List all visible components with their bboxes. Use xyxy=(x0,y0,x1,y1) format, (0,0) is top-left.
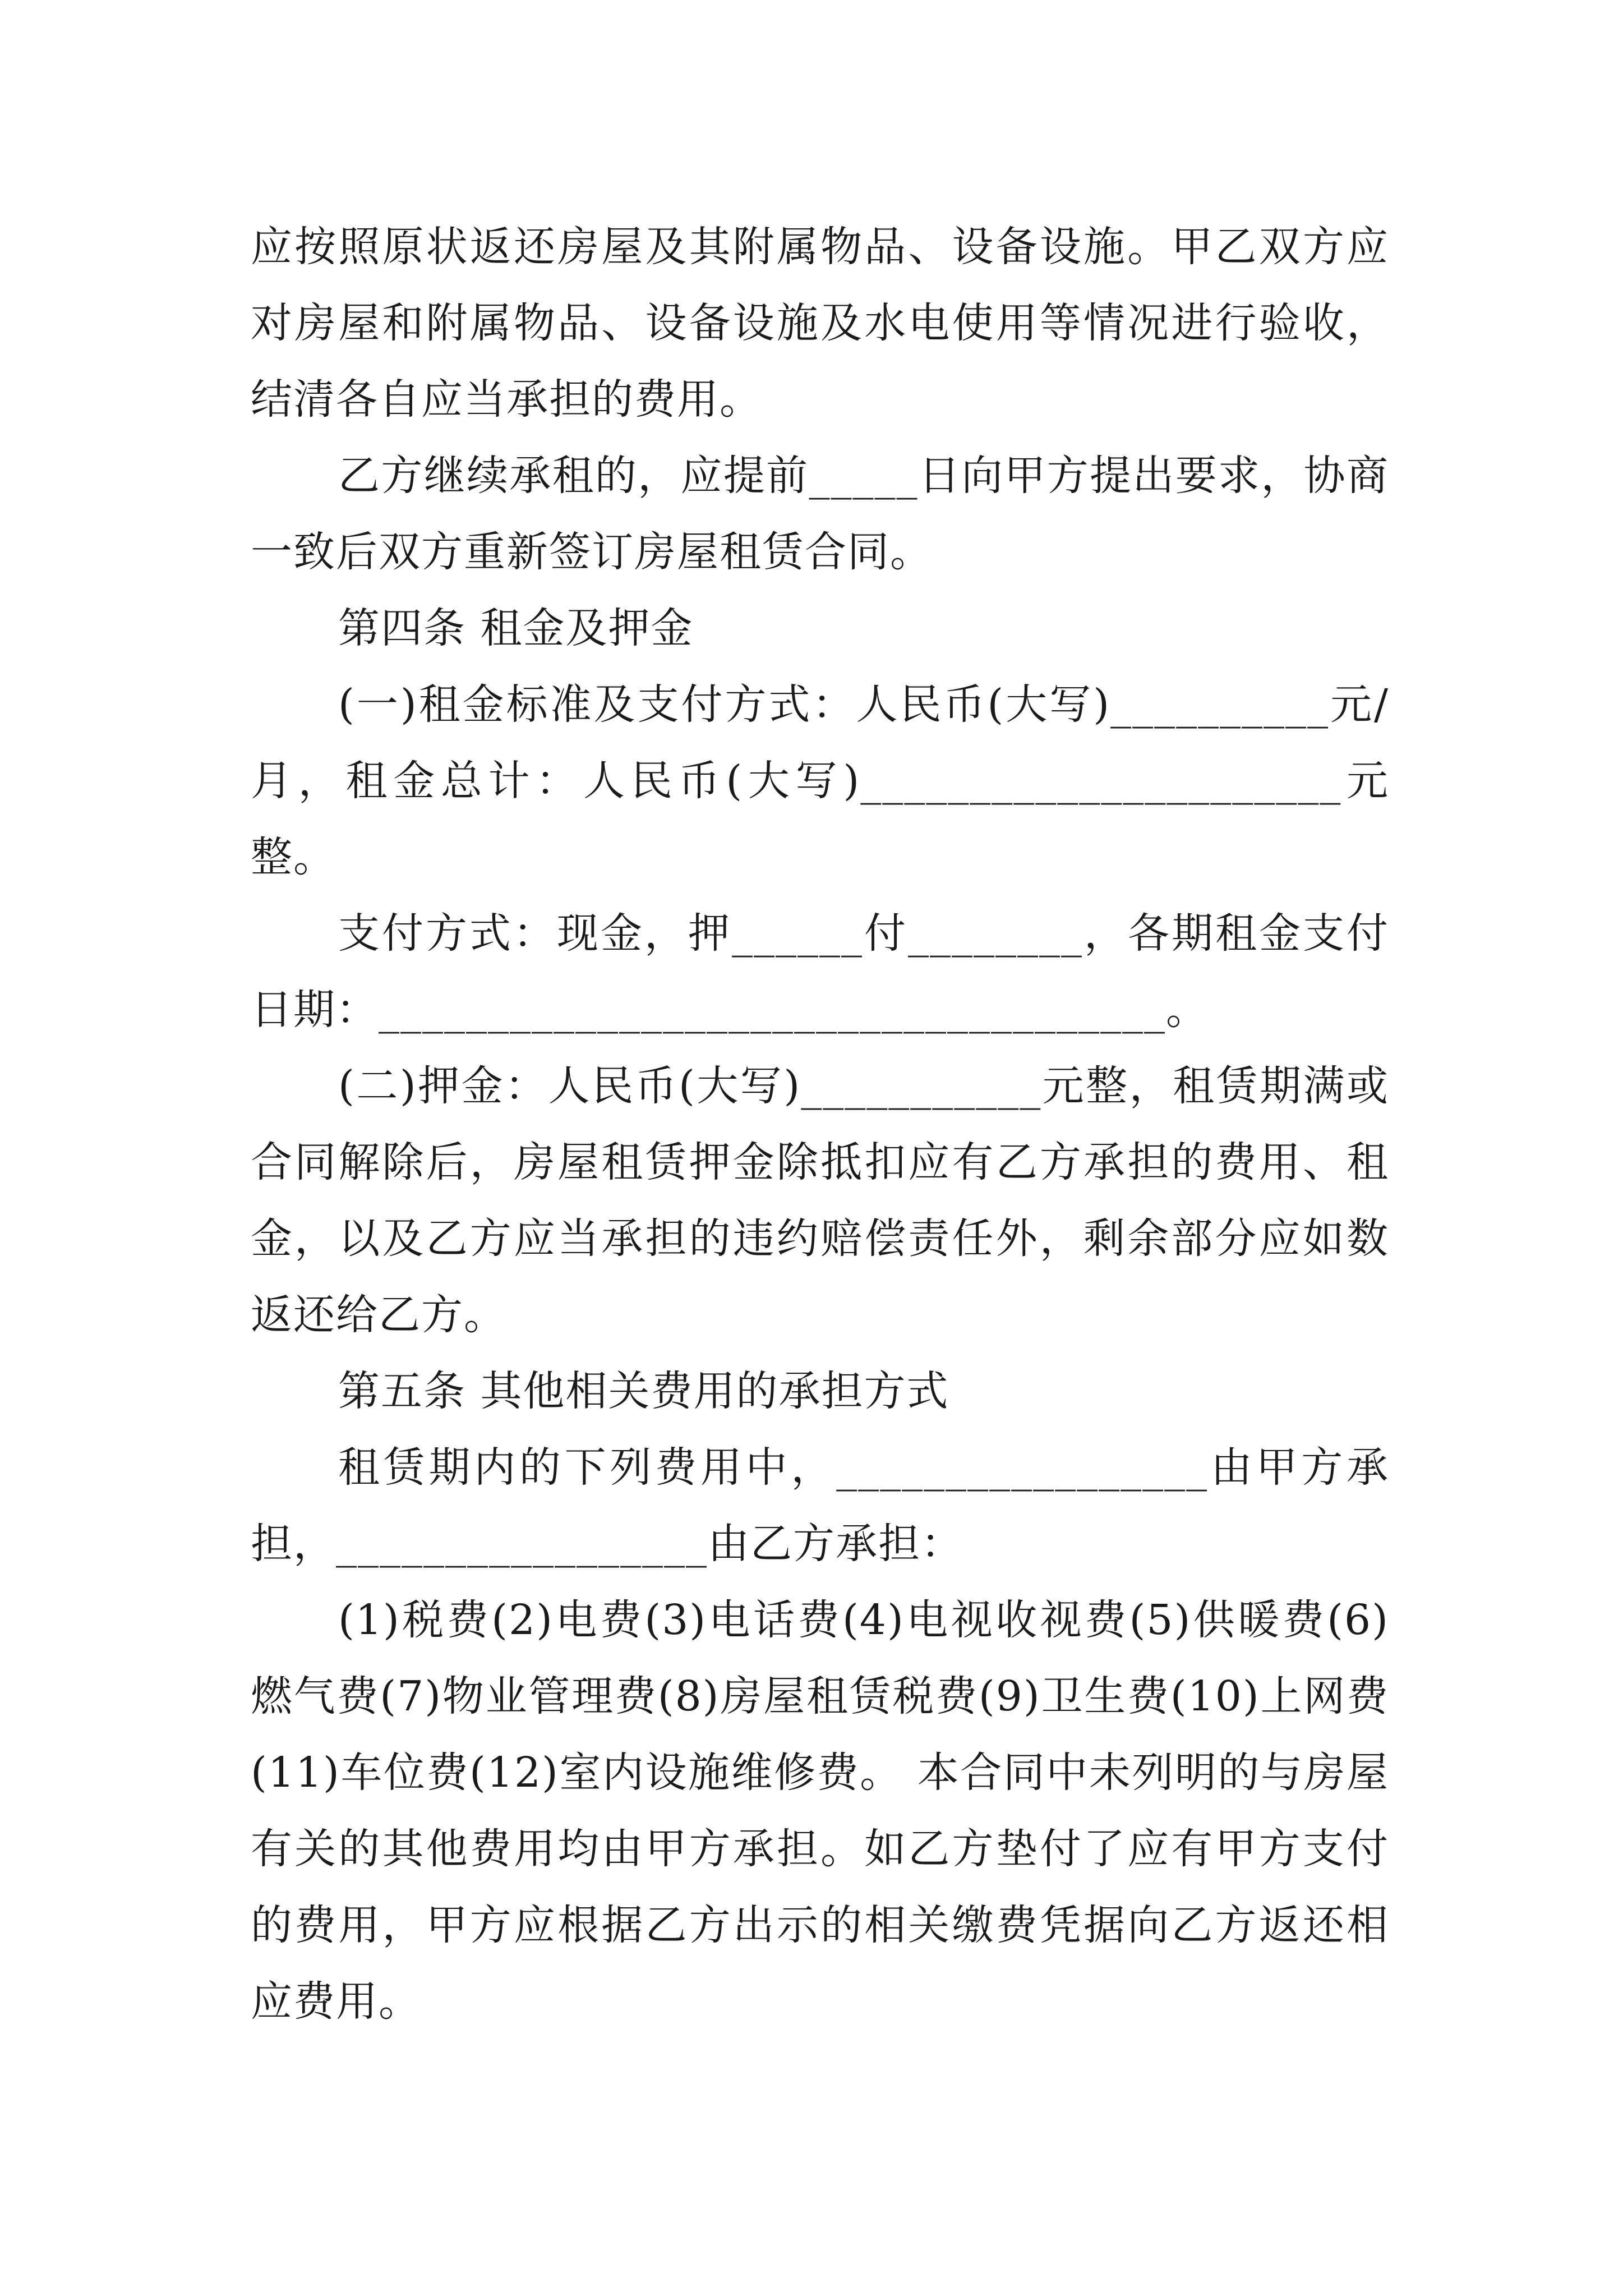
paragraph-fee-list: (1)税费(2)电费(3)电话费(4)电视收视费(5)供暖费(6)燃气费(7)物业管理费(8)房屋租赁税费(9)卫生费(10)上网费(11)车位费(12)室内设施维修费。 本合同中未列明的与房屋有关的其他费用均由甲方承担。如乙方垫付了应有甲方支付的费用，甲方应根据乙方出示的相关缴费凭据向乙方返还相应费用。 xyxy=(251,1596,1389,2026)
paragraph-return-house: 应按照原状返还房屋及其附属物品、设备设施。甲乙双方应对房屋和附属物品、设备设施及水电使用等情况进行验收，结清各自应当承担的费用。 xyxy=(251,223,1389,424)
paragraph-fee-allocation: 租赁期内的下列费用中，_________________由甲方承担，_________________由乙方承担： xyxy=(251,1443,1389,1568)
paragraph-deposit: (二)押金：人民币(大写)___________元整，租赁期满或合同解除后，房屋租赁押金除抵扣应有乙方承担的费用、租金，以及乙方应当承担的违约赔偿责任外，剩余部分应如数返还给乙方。 xyxy=(251,1062,1389,1339)
contract-body xyxy=(251,209,1389,2040)
paragraph-renewal: 乙方继续承租的，应提前_____日向甲方提出要求，协商一致后双方重新签订房屋租赁合同。 xyxy=(251,452,1389,576)
paragraph-rent-standard: (一)租金标准及支付方式：人民币(大写)__________元/月，租金总计：人民币(大写)______________________元整。 xyxy=(251,680,1389,881)
article-5-heading: 第五条 其他相关费用的承担方式 xyxy=(338,1367,949,1415)
paragraph-payment-method: 支付方式：现金，押______付________，各期租金支付日期：____________________________________。 xyxy=(251,909,1389,1034)
article-4-heading: 第四条 租金及押金 xyxy=(338,604,694,652)
